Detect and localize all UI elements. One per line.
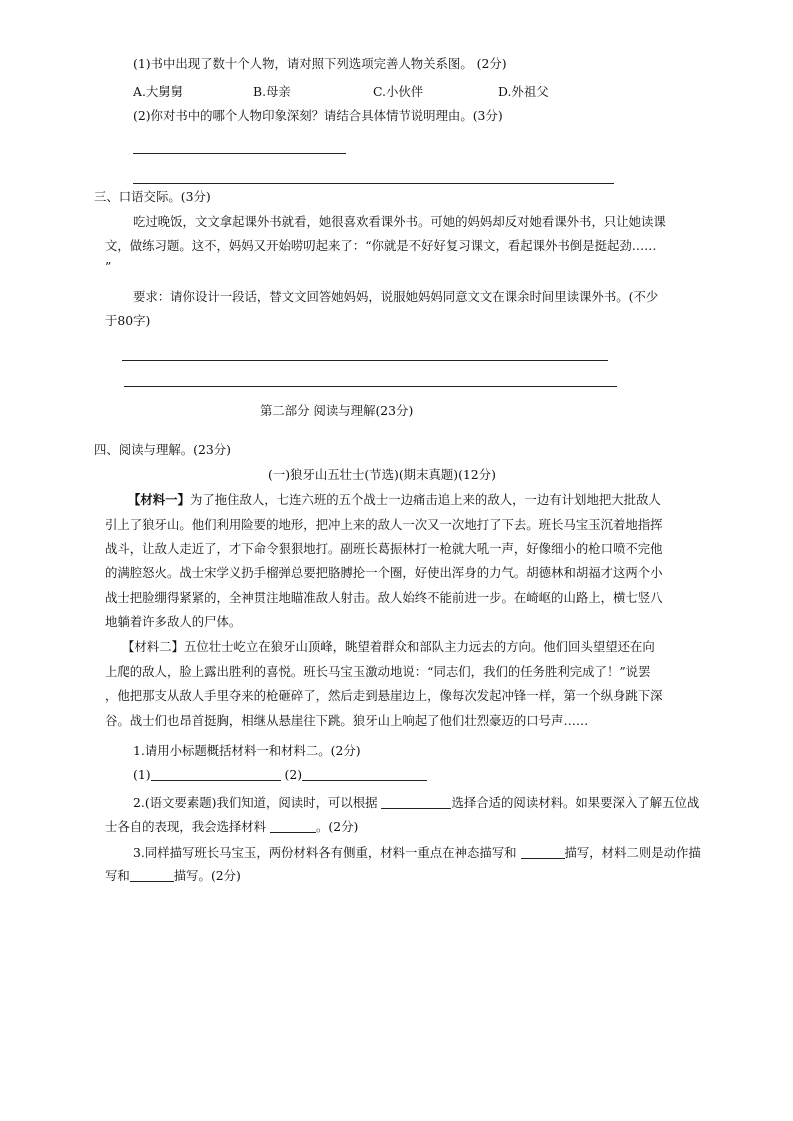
paragraph-line: 吃过晚饭，文文拿起课外书就看，她很喜欢看课外书。可她的妈妈却反对她看课外书，只让她读课 [133, 214, 666, 229]
passage-title: (一)狼牙山五壮士(节选)(期末真题)(12分) [268, 467, 496, 482]
material-2-line: 上爬的敌人，脸上露出胜利的喜悦。班长马宝玉激动地说：“同志们，我们的任务胜利完成了！”说罢 [105, 664, 651, 679]
option-b: B.母亲 [253, 84, 291, 99]
paragraph-line: ” [105, 259, 112, 274]
material-2-line: ，他把那支从敌人手里夺来的枪砸碎了，然后走到悬崖边上，像每次发起冲锋一样，第一个纵身跳下深 [105, 688, 663, 703]
question-1-blanks: (1) (2) [133, 767, 427, 782]
answer-line [124, 386, 617, 387]
material-1-line: 引上了狼牙山。他们利用险要的地形，把冲上来的敌人一次又一次地打了下去。班长马宝玉沉着地指挥 [105, 517, 663, 532]
requirement-line: 于80字) [105, 313, 151, 328]
material-2-tag: 【材料二】 [122, 639, 184, 654]
answer-blank[interactable] [130, 869, 174, 882]
question-1-part2: (2)你对书中的哪个人物印象深刻？请结合具体情节说明理由。(3分) [133, 108, 503, 123]
question-1: 1.请用小标题概括材料一和材料二。(2分) [133, 743, 361, 758]
answer-line [122, 360, 608, 361]
answer-line [133, 183, 614, 184]
question-3-line2: 写和 描写。(2分) [105, 868, 241, 883]
material-1-line: 战斗，让敌人走近了，才下命令狠狠地打。副班长葛振林打一枪就大吼一声，好像细小的枪口喷不完他 [105, 541, 663, 556]
section-3-title: 三、口语交际。(3分) [94, 189, 211, 204]
question-2-line2: 士各自的表现，我会选择材料 。(2分) [105, 819, 359, 834]
material-1-tag: 【材料一】 [128, 492, 190, 507]
answer-blank[interactable] [270, 820, 316, 833]
material-1-line: 的满腔怒火。战士宋学义扔手榴弹总要把胳膊抡一个圈，好使出浑身的力气。胡德林和胡福才这两个小 [105, 565, 663, 580]
requirement-line: 要求：请你设计一段话，替文文回答她妈妈，说服她妈妈同意文文在课余时间里读课外书。(不少 [133, 289, 659, 304]
option-c: C.小伙伴 [373, 84, 424, 99]
answer-blank[interactable] [381, 796, 451, 809]
option-a: A.大舅舅 [133, 84, 184, 99]
answer-blank[interactable] [521, 846, 565, 859]
part-2-heading: 第二部分 阅读与理解(23分) [260, 403, 414, 418]
material-2-first-line: 【材料二】五位壮士屹立在狼牙山顶峰，眺望着群众和部队主力远去的方向。他们回头望望还在向 [122, 639, 655, 654]
paragraph-line: 文，做练习题。这不，妈妈又开始唠叨起来了：“你就是不好好复习课文，看起课外书倒是挺起劲…… [105, 238, 657, 253]
material-2-line: 谷。战士们也昂首挺胸，相继从悬崖往下跳。狼牙山上响起了他们壮烈豪迈的口号声…… [105, 713, 589, 728]
option-d: D.外祖父 [498, 84, 549, 99]
question-3-line1: 3.同样描写班长马宝玉，两份材料各有侧重，材料一重点在神态描写和 描写，材料二则是动作描 [133, 845, 701, 860]
question-2-line1: 2.(语文要素题)我们知道，阅读时，可以根据 选择合适的阅读材料。如果要深入了解五位战 [133, 795, 700, 810]
answer-line [133, 153, 346, 154]
answer-blank[interactable] [302, 768, 427, 781]
material-1-first-line: 【材料一】为了拖住敌人，七连六班的五个战士一边痛击追上来的敌人，一边有计划地把大批敌人 [128, 492, 661, 507]
material-1-line: 地躺着许多敌人的尸体。 [105, 614, 242, 629]
answer-blank[interactable] [151, 768, 281, 781]
question-1-part1: (1)书中出现了数十个人物，请对照下列选项完善人物关系图。 (2分) [133, 56, 507, 71]
material-1-line: 战士把脸绷得紧紧的，全神贯注地瞄准敌人射击。敌人始终不能前进一步。在崎岖的山路上，横七竖八 [105, 590, 663, 605]
section-4-title: 四、阅读与理解。(23分) [94, 442, 231, 457]
